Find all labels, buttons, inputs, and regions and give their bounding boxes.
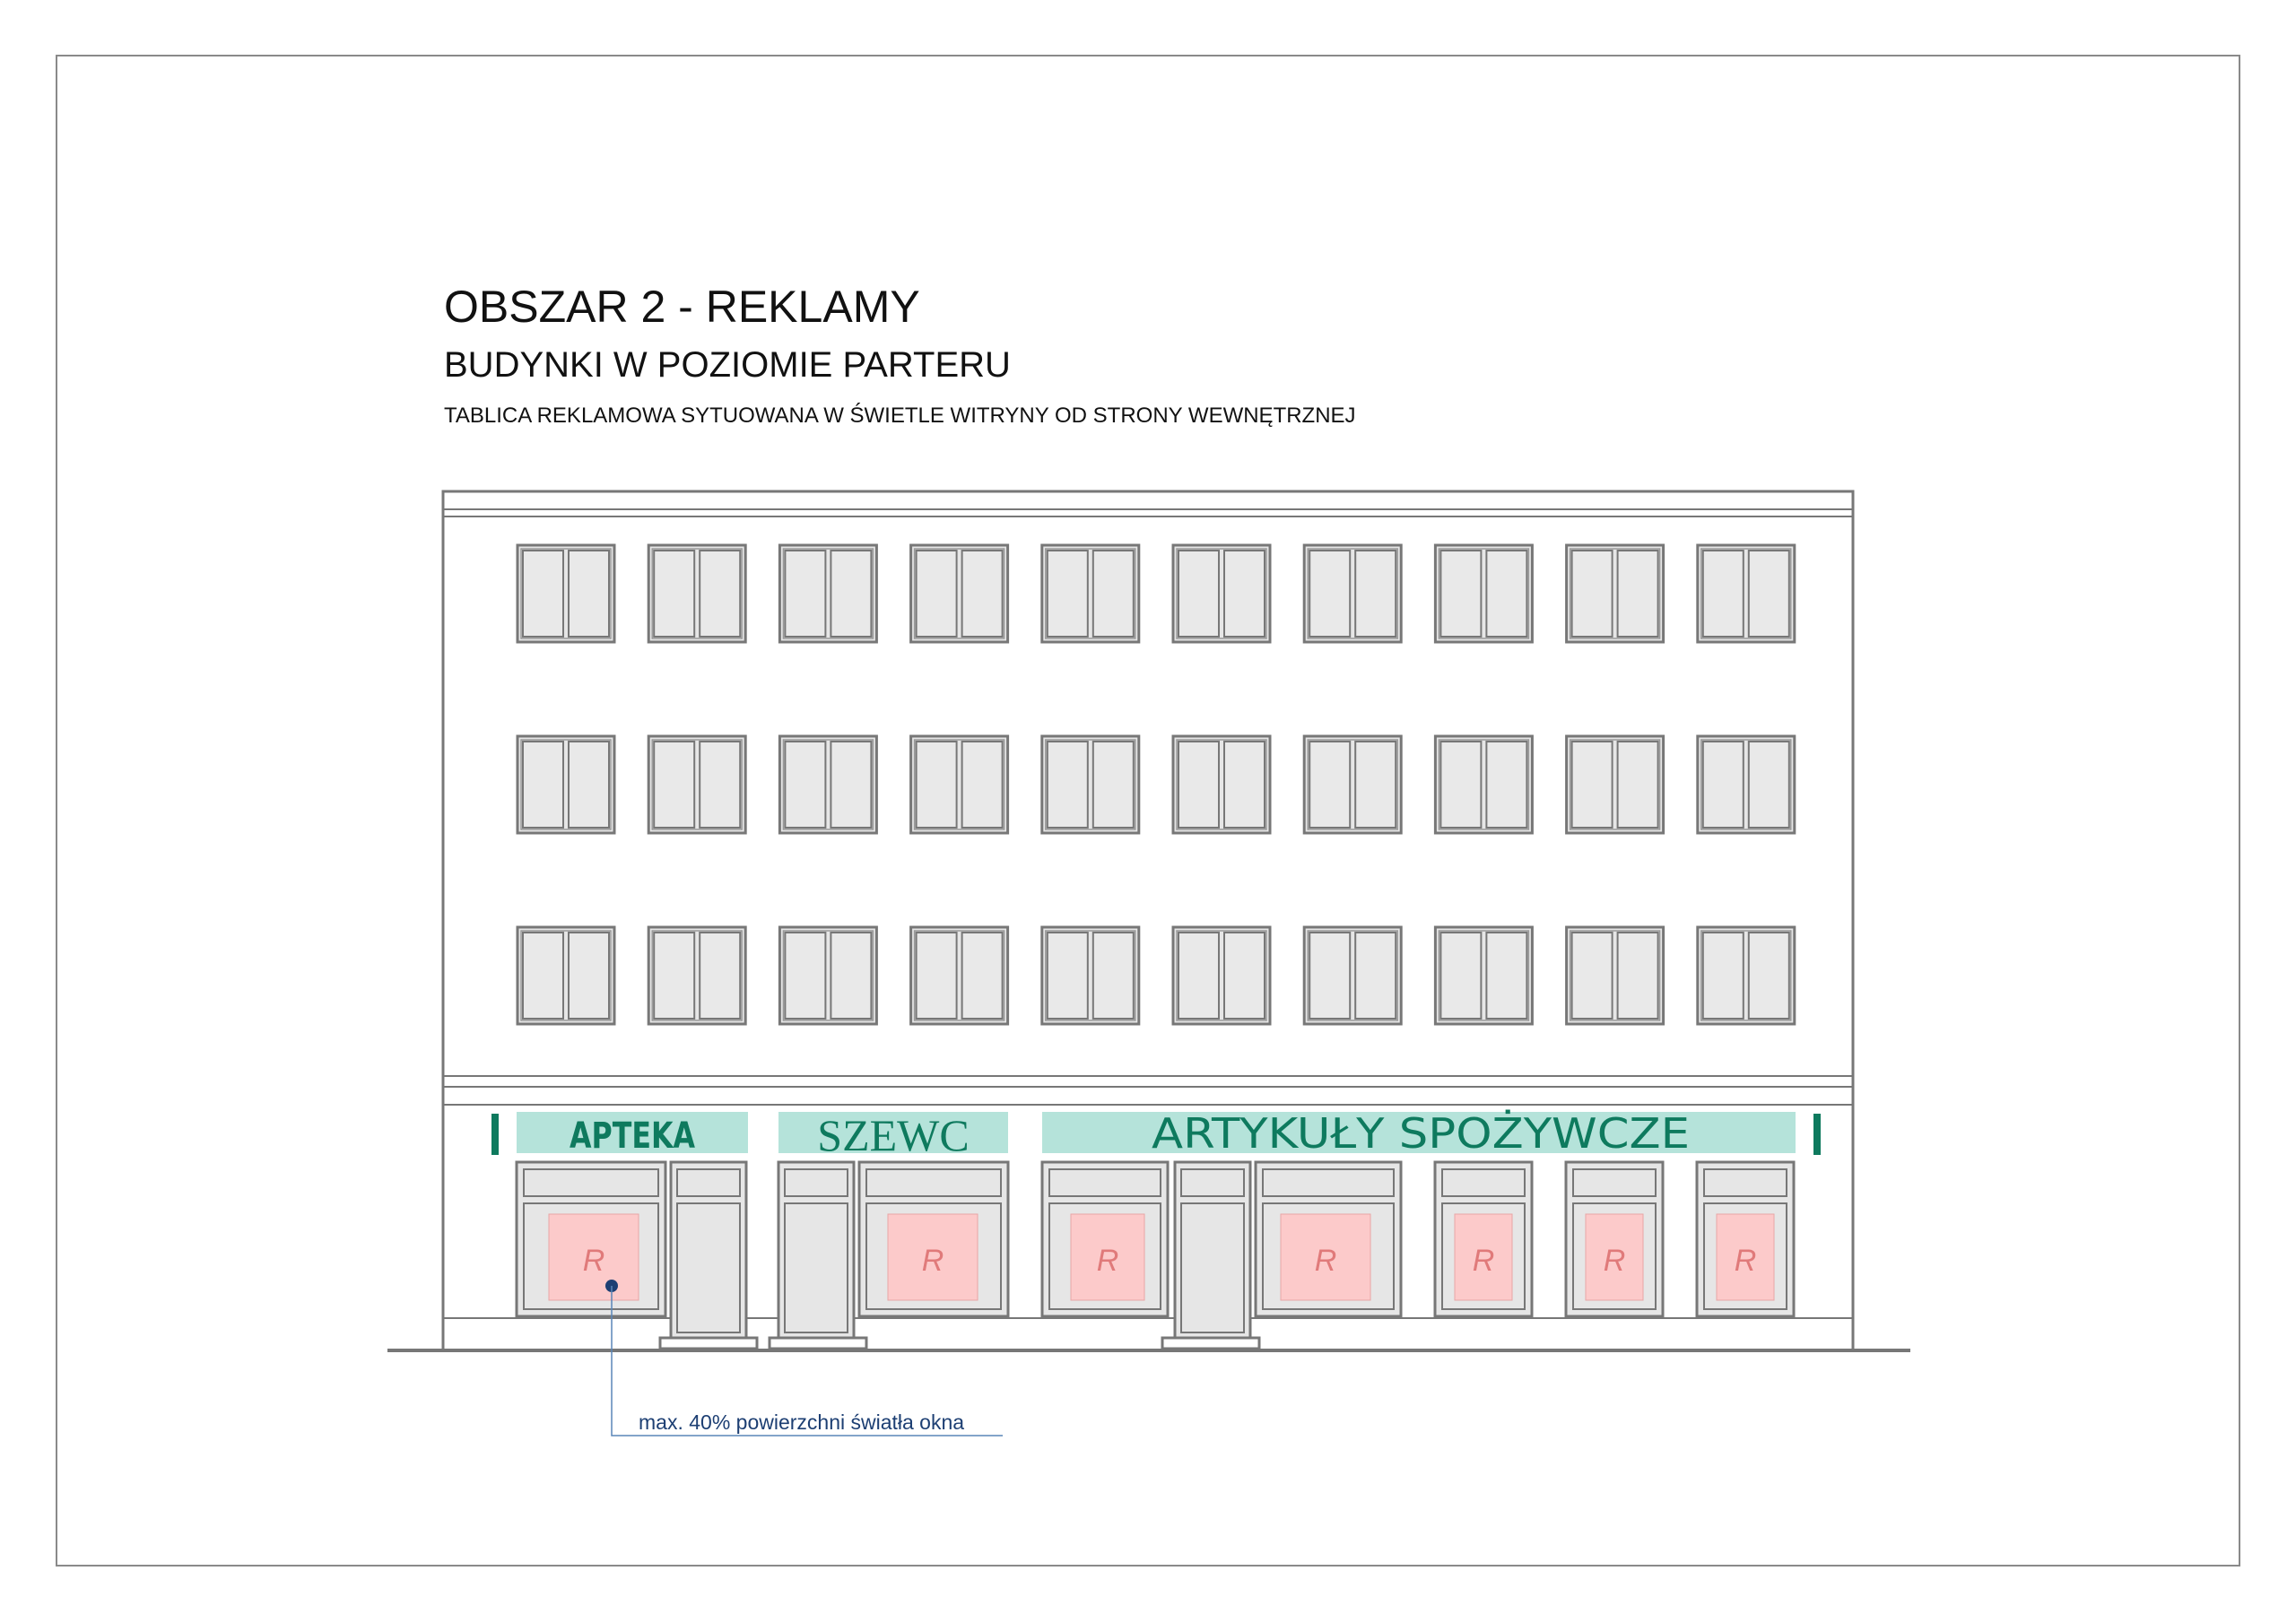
sign-shoemaker: SZEWC: [817, 1110, 970, 1160]
signage: [491, 1109, 1821, 1160]
window: [1173, 927, 1270, 1024]
window: [1698, 927, 1795, 1024]
sheet-title: OBSZAR 2 - REKLAMY: [444, 282, 920, 332]
window: [779, 736, 876, 833]
window: [1435, 545, 1532, 642]
sign-edge-marker-left: [491, 1114, 499, 1155]
window: [1042, 927, 1139, 1024]
shop-door: [778, 1162, 854, 1338]
window: [911, 545, 1008, 642]
window: [648, 927, 745, 1024]
ad-marker: R: [1734, 1244, 1757, 1278]
window: [779, 545, 876, 642]
window: [911, 736, 1008, 833]
window: [1698, 545, 1795, 642]
window: [1698, 736, 1795, 833]
window: [1435, 736, 1532, 833]
ad-marker: R: [582, 1244, 605, 1278]
ad-marker: R: [921, 1244, 944, 1278]
window: [1173, 736, 1270, 833]
shop-door: [671, 1162, 746, 1338]
window: [1435, 927, 1532, 1024]
window: [1567, 927, 1664, 1024]
annotation-text: max. 40% powierzchni światła okna: [639, 1410, 965, 1434]
ad-marker: R: [1603, 1244, 1626, 1278]
window: [911, 927, 1008, 1024]
window: [648, 736, 745, 833]
ad-marker: R: [1472, 1244, 1495, 1278]
sheet-subtitle: BUDYNKI W POZIOMIE PARTERU: [444, 345, 1011, 385]
window: [779, 927, 876, 1024]
window: [1304, 736, 1401, 833]
sign-grocery: ARTYKUŁY SPOŻYWCZE: [1152, 1109, 1690, 1158]
window: [1042, 736, 1139, 833]
ad-marker: R: [1314, 1244, 1337, 1278]
window: [1567, 545, 1664, 642]
sign-edge-marker-right: [1813, 1114, 1821, 1155]
window: [1042, 545, 1139, 642]
window: [648, 545, 745, 642]
sheet-caption: TABLICA REKLAMOWA SYTUOWANA W ŚWIETLE WITRYNY OD STRONY WEWNĘTRZNEJ: [444, 404, 1356, 428]
ad-marker: R: [1096, 1244, 1119, 1278]
window: [1304, 927, 1401, 1024]
window: [517, 545, 614, 642]
window: [1173, 545, 1270, 642]
shop-door: [1175, 1162, 1250, 1338]
window: [517, 736, 614, 833]
window: [1567, 736, 1664, 833]
window: [517, 927, 614, 1024]
window: [1304, 545, 1401, 642]
sign-pharmacy: APTEKA: [570, 1115, 696, 1157]
